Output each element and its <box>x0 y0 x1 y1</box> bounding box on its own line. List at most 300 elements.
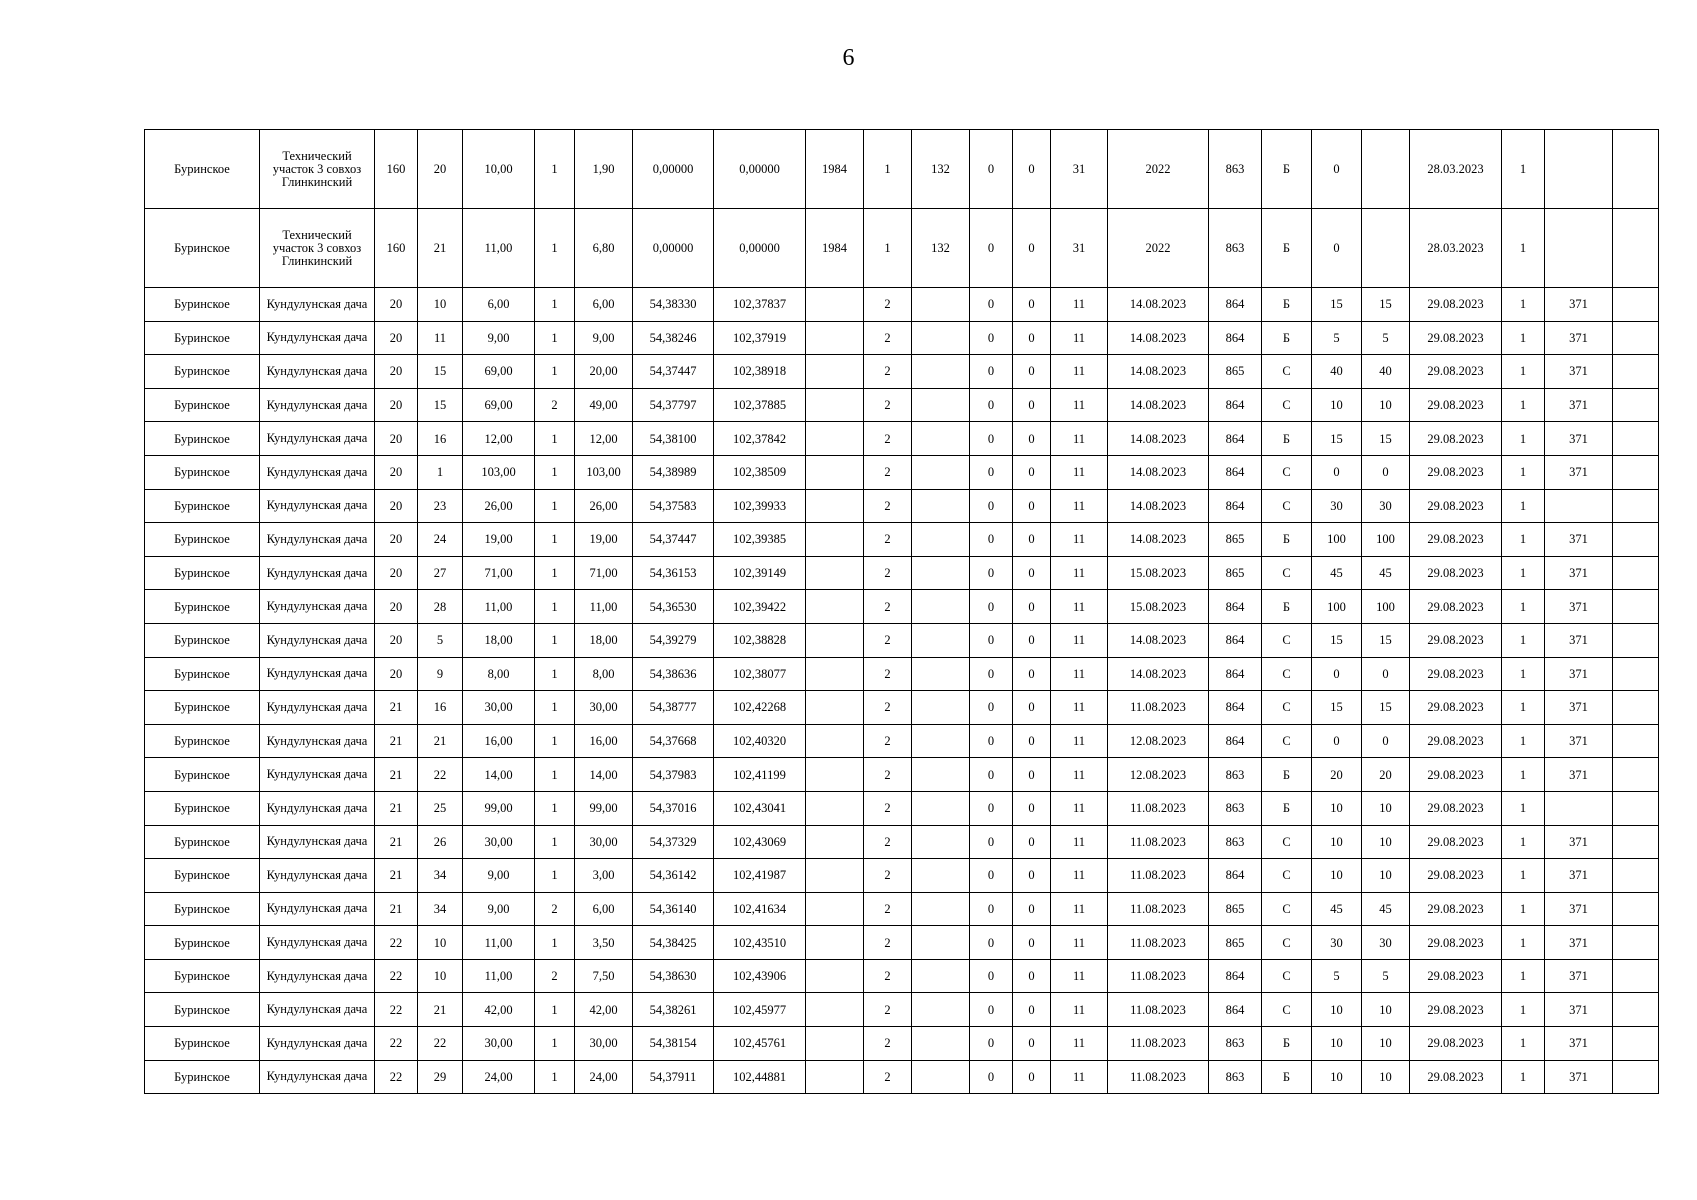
cell-district: Буринское <box>145 859 260 893</box>
cell-district: Буринское <box>145 523 260 557</box>
cell-latitude: 54,37797 <box>633 388 714 422</box>
cell-value-b: 10 <box>1362 1027 1410 1061</box>
cell-latitude: 54,36530 <box>633 590 714 624</box>
cell-value-a: 15 <box>1312 623 1362 657</box>
cell-longitude: 102,39385 <box>714 523 806 557</box>
cell-code-e: 865 <box>1209 355 1262 389</box>
cell-section: 24 <box>418 523 463 557</box>
cell-longitude: 102,39149 <box>714 556 806 590</box>
cell-district: Буринское <box>145 724 260 758</box>
cell-survey-date: 11.08.2023 <box>1108 825 1209 859</box>
cell-longitude: 102,43510 <box>714 926 806 960</box>
cell-value-b: 100 <box>1362 590 1410 624</box>
cell-section-area: 42,00 <box>463 993 535 1027</box>
cell-class: Б <box>1262 321 1312 355</box>
cell-code-b: 0 <box>970 590 1013 624</box>
cell-class: С <box>1262 355 1312 389</box>
cell-section-area: 30,00 <box>463 825 535 859</box>
cell-code-c: 0 <box>1013 422 1051 456</box>
cell-code-f: 371 <box>1545 892 1613 926</box>
cell-inventory-year <box>806 1027 864 1061</box>
cell-section-area: 99,00 <box>463 791 535 825</box>
cell-part-number: 1 <box>535 791 575 825</box>
cell-survey-date: 11.08.2023 <box>1108 691 1209 725</box>
cell-flag: 1 <box>1502 355 1545 389</box>
cell-code-d: 11 <box>1051 859 1108 893</box>
cell-section-area: 71,00 <box>463 556 535 590</box>
cell-flag: 1 <box>1502 590 1545 624</box>
cell-note <box>1613 791 1659 825</box>
cell-code-e: 864 <box>1209 321 1262 355</box>
cell-inventory-year <box>806 993 864 1027</box>
cell-note <box>1613 1060 1659 1094</box>
cell-section: 9 <box>418 657 463 691</box>
cell-section: 22 <box>418 1027 463 1061</box>
cell-code-d: 11 <box>1051 590 1108 624</box>
cell-code-d: 11 <box>1051 1027 1108 1061</box>
cell-code-e: 864 <box>1209 691 1262 725</box>
cell-section: 1 <box>418 455 463 489</box>
cell-district: Буринское <box>145 321 260 355</box>
cell-tract: Кундулунская дача <box>260 422 375 456</box>
cell-district: Буринское <box>145 623 260 657</box>
cell-code-a <box>912 926 970 960</box>
cell-code-c: 0 <box>1013 791 1051 825</box>
cell-code-c: 0 <box>1013 355 1051 389</box>
cell-flag: 1 <box>1502 758 1545 792</box>
cell-record-date: 29.08.2023 <box>1410 523 1502 557</box>
cell-latitude: 54,37583 <box>633 489 714 523</box>
cell-note <box>1613 209 1659 288</box>
cell-class: С <box>1262 926 1312 960</box>
cell-survey-date: 15.08.2023 <box>1108 590 1209 624</box>
cell-code-e: 864 <box>1209 724 1262 758</box>
cell-code-f: 371 <box>1545 590 1613 624</box>
cell-section: 25 <box>418 791 463 825</box>
cell-code-d: 11 <box>1051 623 1108 657</box>
cell-code-c: 0 <box>1013 1027 1051 1061</box>
cell-code-b: 0 <box>970 455 1013 489</box>
cell-latitude: 54,36153 <box>633 556 714 590</box>
cell-value-b: 10 <box>1362 791 1410 825</box>
cell-code-d: 11 <box>1051 657 1108 691</box>
cell-code-f: 371 <box>1545 1027 1613 1061</box>
cell-survey-date: 11.08.2023 <box>1108 791 1209 825</box>
cell-code-a <box>912 724 970 758</box>
cell-code-d: 11 <box>1051 993 1108 1027</box>
table-body <box>145 130 1659 1094</box>
cell-survey-date: 11.08.2023 <box>1108 926 1209 960</box>
cell-latitude: 54,38425 <box>633 926 714 960</box>
cell-code-c: 0 <box>1013 321 1051 355</box>
cell-code-a <box>912 1060 970 1094</box>
cell-inventory-year <box>806 825 864 859</box>
cell-flag: 1 <box>1502 422 1545 456</box>
cell-code-b: 0 <box>970 556 1013 590</box>
cell-value-a: 10 <box>1312 825 1362 859</box>
cell-latitude: 54,37329 <box>633 825 714 859</box>
cell-section-area: 103,00 <box>463 455 535 489</box>
cell-class: С <box>1262 993 1312 1027</box>
cell-code-f: 371 <box>1545 556 1613 590</box>
cell-section-area: 69,00 <box>463 388 535 422</box>
page-number: 6 <box>842 45 855 71</box>
cell-code-b: 0 <box>970 288 1013 322</box>
cell-value-a: 40 <box>1312 355 1362 389</box>
cell-longitude: 102,43069 <box>714 825 806 859</box>
cell-survey-date: 14.08.2023 <box>1108 523 1209 557</box>
cell-inventory-year <box>806 523 864 557</box>
cell-code-d: 11 <box>1051 321 1108 355</box>
cell-part-number: 1 <box>535 130 575 209</box>
cell-flag: 1 <box>1502 130 1545 209</box>
cell-section: 10 <box>418 926 463 960</box>
cell-code-b: 0 <box>970 959 1013 993</box>
cell-code-b: 0 <box>970 993 1013 1027</box>
cell-part-number: 1 <box>535 623 575 657</box>
cell-class: С <box>1262 724 1312 758</box>
cell-longitude: 102,40320 <box>714 724 806 758</box>
cell-tract: Кундулунская дача <box>260 825 375 859</box>
cell-survey-date: 14.08.2023 <box>1108 422 1209 456</box>
cell-flag: 1 <box>1502 657 1545 691</box>
cell-code-e: 865 <box>1209 926 1262 960</box>
cell-section: 10 <box>418 959 463 993</box>
cell-tract: Кундулунская дача <box>260 859 375 893</box>
cell-quarter: 21 <box>375 691 418 725</box>
cell-part-number: 1 <box>535 321 575 355</box>
cell-section-area: 11,00 <box>463 590 535 624</box>
cell-part-number: 1 <box>535 859 575 893</box>
cell-record-date: 29.08.2023 <box>1410 657 1502 691</box>
cell-longitude: 102,38918 <box>714 355 806 389</box>
cell-code-f: 371 <box>1545 355 1613 389</box>
cell-class: С <box>1262 556 1312 590</box>
cell-part-area: 6,00 <box>575 892 633 926</box>
cell-district: Буринское <box>145 758 260 792</box>
cell-part-area: 18,00 <box>575 623 633 657</box>
cell-longitude: 102,43041 <box>714 791 806 825</box>
cell-note <box>1613 1027 1659 1061</box>
cell-code-a <box>912 859 970 893</box>
cell-code-b: 0 <box>970 209 1013 288</box>
cell-code-f: 371 <box>1545 959 1613 993</box>
cell-code-d: 11 <box>1051 959 1108 993</box>
cell-note <box>1613 926 1659 960</box>
cell-record-date: 29.08.2023 <box>1410 489 1502 523</box>
cell-code-c: 0 <box>1013 691 1051 725</box>
cell-part-area: 1,90 <box>575 130 633 209</box>
cell-section-area: 30,00 <box>463 691 535 725</box>
cell-value-b: 10 <box>1362 993 1410 1027</box>
cell-category: 2 <box>864 993 912 1027</box>
cell-code-f: 371 <box>1545 1060 1613 1094</box>
cell-longitude: 102,44881 <box>714 1060 806 1094</box>
table-row <box>145 130 1659 209</box>
cell-survey-date: 2022 <box>1108 130 1209 209</box>
cell-tract: Кундулунская дача <box>260 892 375 926</box>
cell-value-a: 30 <box>1312 926 1362 960</box>
cell-code-f: 371 <box>1545 321 1613 355</box>
cell-part-area: 42,00 <box>575 993 633 1027</box>
cell-code-e: 865 <box>1209 892 1262 926</box>
cell-latitude: 54,37447 <box>633 523 714 557</box>
cell-survey-date: 11.08.2023 <box>1108 859 1209 893</box>
cell-latitude: 54,38246 <box>633 321 714 355</box>
cell-code-a <box>912 758 970 792</box>
cell-code-f <box>1545 791 1613 825</box>
cell-inventory-year <box>806 455 864 489</box>
cell-district: Буринское <box>145 556 260 590</box>
cell-code-d: 11 <box>1051 724 1108 758</box>
cell-part-area: 7,50 <box>575 959 633 993</box>
cell-category: 2 <box>864 892 912 926</box>
cell-inventory-year: 1984 <box>806 209 864 288</box>
cell-code-c: 0 <box>1013 489 1051 523</box>
cell-value-b: 10 <box>1362 388 1410 422</box>
cell-longitude: 102,45761 <box>714 1027 806 1061</box>
cell-code-c: 0 <box>1013 455 1051 489</box>
cell-inventory-year <box>806 657 864 691</box>
cell-part-area: 8,00 <box>575 657 633 691</box>
cell-code-a <box>912 288 970 322</box>
cell-class: Б <box>1262 523 1312 557</box>
cell-value-b: 15 <box>1362 623 1410 657</box>
cell-value-b <box>1362 209 1410 288</box>
cell-tract: Кундулунская дача <box>260 724 375 758</box>
cell-value-a: 0 <box>1312 657 1362 691</box>
cell-quarter: 21 <box>375 825 418 859</box>
cell-latitude: 54,39279 <box>633 623 714 657</box>
cell-category: 2 <box>864 657 912 691</box>
cell-code-d: 11 <box>1051 288 1108 322</box>
cell-part-area: 6,00 <box>575 288 633 322</box>
cell-code-b: 0 <box>970 724 1013 758</box>
cell-survey-date: 14.08.2023 <box>1108 321 1209 355</box>
cell-part-area: 12,00 <box>575 422 633 456</box>
cell-tract: Кундулунская дача <box>260 556 375 590</box>
cell-code-c: 0 <box>1013 523 1051 557</box>
cell-inventory-year <box>806 926 864 960</box>
cell-part-area: 11,00 <box>575 590 633 624</box>
cell-note <box>1613 825 1659 859</box>
table-row <box>145 657 1659 691</box>
cell-value-b: 40 <box>1362 355 1410 389</box>
cell-code-a <box>912 791 970 825</box>
cell-section-area: 11,00 <box>463 926 535 960</box>
cell-code-f <box>1545 130 1613 209</box>
cell-category: 2 <box>864 926 912 960</box>
cell-category: 2 <box>864 724 912 758</box>
cell-part-area: 3,00 <box>575 859 633 893</box>
cell-record-date: 29.08.2023 <box>1410 959 1502 993</box>
cell-tract: Кундулунская дача <box>260 691 375 725</box>
cell-latitude: 54,38100 <box>633 422 714 456</box>
cell-code-e: 863 <box>1209 758 1262 792</box>
cell-code-c: 0 <box>1013 724 1051 758</box>
cell-category: 2 <box>864 1027 912 1061</box>
cell-section: 16 <box>418 422 463 456</box>
cell-category: 2 <box>864 556 912 590</box>
cell-latitude: 54,38777 <box>633 691 714 725</box>
cell-code-e: 863 <box>1209 130 1262 209</box>
cell-longitude: 102,37919 <box>714 321 806 355</box>
cell-quarter: 21 <box>375 724 418 758</box>
cell-quarter: 20 <box>375 321 418 355</box>
cell-district: Буринское <box>145 489 260 523</box>
cell-latitude: 54,37911 <box>633 1060 714 1094</box>
cell-category: 2 <box>864 691 912 725</box>
cell-note <box>1613 724 1659 758</box>
cell-quarter: 21 <box>375 791 418 825</box>
cell-section-area: 26,00 <box>463 489 535 523</box>
cell-section-area: 9,00 <box>463 859 535 893</box>
cell-quarter: 22 <box>375 1027 418 1061</box>
cell-category: 2 <box>864 489 912 523</box>
cell-flag: 1 <box>1502 623 1545 657</box>
cell-class: Б <box>1262 1060 1312 1094</box>
cell-tract: Кундулунская дача <box>260 523 375 557</box>
table-row <box>145 590 1659 624</box>
cell-survey-date: 2022 <box>1108 209 1209 288</box>
cell-category: 2 <box>864 523 912 557</box>
cell-note <box>1613 691 1659 725</box>
cell-code-f: 371 <box>1545 758 1613 792</box>
cell-category: 1 <box>864 209 912 288</box>
cell-tract: Кундулунская дача <box>260 993 375 1027</box>
cell-inventory-year <box>806 724 864 758</box>
cell-latitude: 54,38261 <box>633 993 714 1027</box>
cell-survey-date: 14.08.2023 <box>1108 623 1209 657</box>
cell-section: 27 <box>418 556 463 590</box>
cell-code-f: 371 <box>1545 926 1613 960</box>
table-row <box>145 1027 1659 1061</box>
cell-value-b: 10 <box>1362 859 1410 893</box>
cell-value-b: 15 <box>1362 691 1410 725</box>
cell-code-d: 11 <box>1051 455 1108 489</box>
cell-code-a <box>912 657 970 691</box>
cell-part-area: 49,00 <box>575 388 633 422</box>
cell-section: 26 <box>418 825 463 859</box>
cell-section-area: 6,00 <box>463 288 535 322</box>
cell-value-b: 30 <box>1362 489 1410 523</box>
cell-code-c: 0 <box>1013 130 1051 209</box>
cell-tract: Технический участок 3 совхоз Глинкинский <box>260 130 375 209</box>
table-row <box>145 791 1659 825</box>
cell-quarter: 21 <box>375 892 418 926</box>
cell-record-date: 29.08.2023 <box>1410 590 1502 624</box>
cell-class: Б <box>1262 758 1312 792</box>
cell-code-e: 864 <box>1209 288 1262 322</box>
cell-code-e: 863 <box>1209 1027 1262 1061</box>
cell-code-e: 865 <box>1209 556 1262 590</box>
cell-note <box>1613 355 1659 389</box>
cell-code-b: 0 <box>970 758 1013 792</box>
cell-code-c: 0 <box>1013 825 1051 859</box>
cell-section-area: 11,00 <box>463 959 535 993</box>
table-row <box>145 209 1659 288</box>
table-row <box>145 926 1659 960</box>
cell-record-date: 28.03.2023 <box>1410 209 1502 288</box>
cell-quarter: 21 <box>375 758 418 792</box>
cell-class: С <box>1262 657 1312 691</box>
cell-code-e: 864 <box>1209 993 1262 1027</box>
cell-part-area: 71,00 <box>575 556 633 590</box>
cell-note <box>1613 523 1659 557</box>
cell-survey-date: 14.08.2023 <box>1108 355 1209 389</box>
cell-part-number: 1 <box>535 993 575 1027</box>
cell-tract: Кундулунская дача <box>260 321 375 355</box>
cell-tract: Кундулунская дача <box>260 926 375 960</box>
cell-section: 21 <box>418 209 463 288</box>
table-row <box>145 959 1659 993</box>
cell-record-date: 29.08.2023 <box>1410 724 1502 758</box>
cell-value-a: 10 <box>1312 388 1362 422</box>
cell-section: 23 <box>418 489 463 523</box>
cell-code-b: 0 <box>970 825 1013 859</box>
cell-category: 2 <box>864 758 912 792</box>
cell-record-date: 29.08.2023 <box>1410 1060 1502 1094</box>
cell-class: С <box>1262 892 1312 926</box>
cell-flag: 1 <box>1502 993 1545 1027</box>
cell-class: С <box>1262 859 1312 893</box>
cell-latitude: 54,38636 <box>633 657 714 691</box>
cell-class: Б <box>1262 130 1312 209</box>
table-row <box>145 388 1659 422</box>
cell-record-date: 29.08.2023 <box>1410 993 1502 1027</box>
cell-flag: 1 <box>1502 1060 1545 1094</box>
cell-quarter: 20 <box>375 523 418 557</box>
cell-value-b: 5 <box>1362 959 1410 993</box>
cell-tract: Кундулунская дача <box>260 1027 375 1061</box>
cell-longitude: 102,37837 <box>714 288 806 322</box>
cell-value-a: 0 <box>1312 455 1362 489</box>
cell-value-b: 15 <box>1362 422 1410 456</box>
cell-code-f <box>1545 489 1613 523</box>
cell-section: 34 <box>418 892 463 926</box>
cell-inventory-year <box>806 288 864 322</box>
cell-value-b: 45 <box>1362 892 1410 926</box>
table-row <box>145 892 1659 926</box>
cell-inventory-year: 1984 <box>806 130 864 209</box>
cell-longitude: 102,38077 <box>714 657 806 691</box>
cell-value-b: 0 <box>1362 657 1410 691</box>
cell-longitude: 102,41987 <box>714 859 806 893</box>
cell-tract: Кундулунская дача <box>260 288 375 322</box>
cell-code-b: 0 <box>970 523 1013 557</box>
cell-latitude: 54,37447 <box>633 355 714 389</box>
cell-section: 16 <box>418 691 463 725</box>
cell-code-c: 0 <box>1013 758 1051 792</box>
cell-inventory-year <box>806 590 864 624</box>
cell-longitude: 102,37885 <box>714 388 806 422</box>
cell-code-a <box>912 1027 970 1061</box>
cell-part-area: 24,00 <box>575 1060 633 1094</box>
cell-quarter: 20 <box>375 288 418 322</box>
cell-code-a <box>912 388 970 422</box>
cell-note <box>1613 288 1659 322</box>
cell-quarter: 22 <box>375 993 418 1027</box>
cell-survey-date: 14.08.2023 <box>1108 388 1209 422</box>
cell-quarter: 22 <box>375 959 418 993</box>
cell-code-e: 864 <box>1209 388 1262 422</box>
cell-part-number: 1 <box>535 209 575 288</box>
cell-code-a <box>912 556 970 590</box>
cell-district: Буринское <box>145 691 260 725</box>
cell-part-area: 20,00 <box>575 355 633 389</box>
cell-quarter: 20 <box>375 489 418 523</box>
cell-tract: Кундулунская дача <box>260 388 375 422</box>
